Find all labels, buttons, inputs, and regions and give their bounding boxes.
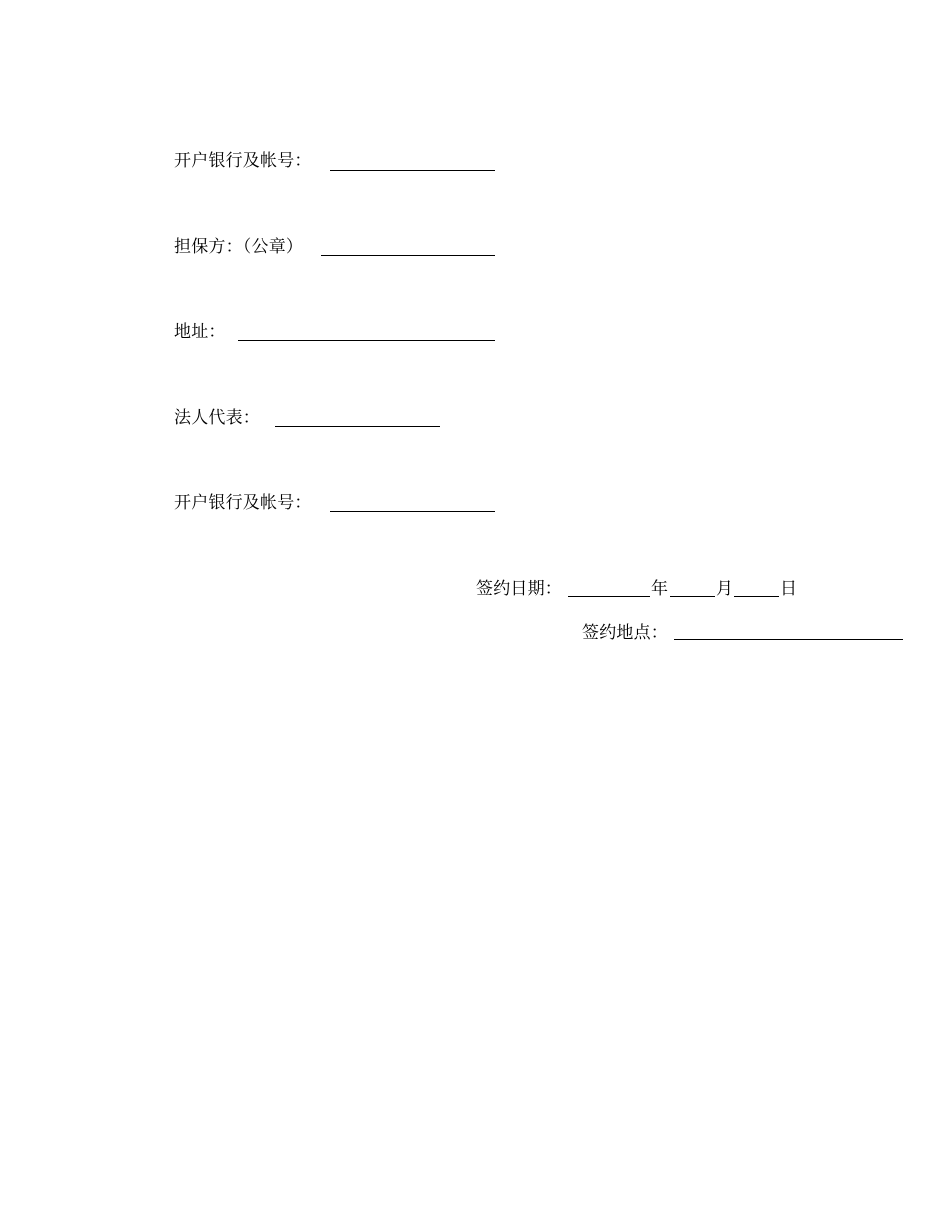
guarantor-seal-blank[interactable] — [321, 255, 495, 256]
month-unit: 月 — [716, 579, 733, 599]
legal-rep-label: 法人代表： — [174, 408, 260, 428]
guarantor-row — [174, 236, 504, 262]
signing-place-row — [582, 622, 912, 648]
guarantor-label: 担保方：（公章） — [174, 237, 304, 257]
legal-rep-row — [174, 407, 504, 433]
month-blank[interactable] — [670, 596, 715, 597]
day-blank[interactable] — [734, 596, 779, 597]
year-blank[interactable] — [568, 596, 650, 597]
bank-account-row-1 — [174, 150, 504, 176]
year-unit: 年 — [651, 579, 668, 599]
day-unit: 日 — [780, 579, 797, 599]
bank-account-label: 开户银行及帐号： — [174, 493, 312, 513]
signing-date-label: 签约日期： — [476, 579, 562, 599]
address-blank[interactable] — [238, 340, 495, 341]
bank-account-blank[interactable] — [330, 170, 495, 171]
signing-date-row — [476, 578, 816, 604]
address-label: 地址： — [174, 322, 226, 342]
bank-account-blank[interactable] — [330, 511, 495, 512]
signing-place-blank[interactable] — [674, 639, 903, 640]
bank-account-label: 开户银行及帐号： — [174, 151, 312, 171]
address-row — [174, 321, 504, 347]
signing-place-label: 签约地点： — [582, 623, 668, 643]
legal-rep-blank[interactable] — [275, 426, 440, 427]
bank-account-row-2 — [174, 492, 504, 518]
